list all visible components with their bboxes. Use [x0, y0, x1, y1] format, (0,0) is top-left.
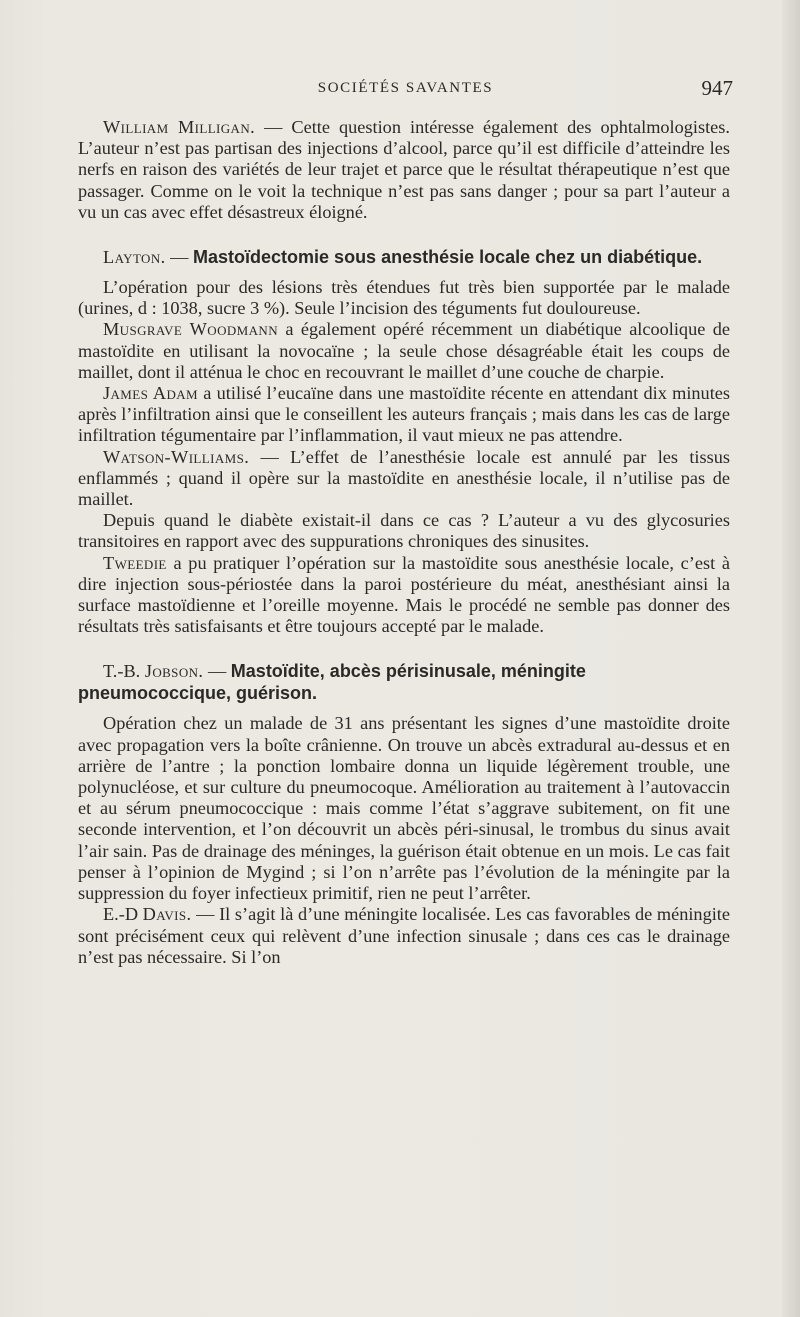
paragraph-text: — Cette question intéresse également des ophtalmologistes. L’auteur n’est pas partisan des injections d’alcool, parce qu’il est difficile d’atteindre les nerfs en raison des variétés de leur trajet et parce que le résultat thérapeutique n’est que passager. Comme on le voit la technique n’est pas sans danger ; pour sa part l’auteur a vu un cas avec effet désastreux éloigné.	[78, 117, 730, 222]
section-heading-layton	[78, 246, 730, 268]
paragraph-text: Opération chez un malade de 31 ans présentant les signes d’une mastoïdite droite avec propagation vers la boîte crânienne. On trouve un abcès extradural au-dessus et en arrière de l’antre ; la ponction lombaire donna un liquide légèrement trouble, une polynucléose, et sur culture du pneumocoque. Amélioration au traitement à l’autovaccin et au sérum pneumococcique : mais comme l’état s’aggrave subitement, on fit une seconde intervention, et l’on découvrit un abcès péri-sinusal, le trombus du sinus avait l’air sain. Pas de drainage des méninges, la guérison était obtenue en un mois. Le cas fait penser à l’opinion de Mygind ; si l’on n’arrête pas l’évolution de la méningite par la suppression du foyer infectieux primitif, rien ne peut l’arrêter.	[78, 713, 730, 904]
heading-author: Jobson.	[144, 661, 204, 682]
page-body	[78, 117, 730, 968]
paragraph-text: Depuis quand le diabète existait-il dans ce cas ? L’auteur a vu des glycosuries transitoires en rapport avec des suppurations chroniques des sinusites.	[78, 510, 730, 552]
running-head: SOCIÉTÉS SAVANTES	[317, 80, 494, 96]
heading-title: Mastoïdectomie sous anesthésie locale chez un diabétique.	[193, 247, 703, 268]
heading-author: Layton.	[103, 247, 166, 268]
paragraph-diabete	[78, 510, 730, 552]
paragraph-woodmann	[78, 319, 730, 383]
paragraph-text: — L’effet de l’anesthésie locale est annulé par les tissus enflammés ; quand il opère sur la mastoïdite en anesthésie locale, il n’utilise pas de maillet.	[78, 446, 730, 510]
paragraph-milligan	[78, 117, 730, 223]
page-header	[78, 76, 733, 106]
speaker-name: William Milligan.	[103, 117, 256, 137]
paragraph-watson-williams	[78, 447, 730, 511]
heading-initials: T.-B.	[103, 661, 145, 682]
page-edge-shadow	[782, 0, 800, 1317]
paragraph-text: a utilisé l’eucaïne dans une mastoïdite récente en attendant dix minutes après l’infiltration ainsi que le conseillent les auteurs français ; mais dans les cas de large infiltration tégumentaire par l’inflammation, il vaut mieux ne pas attendre.	[78, 383, 730, 446]
speaker-name: Musgrave Woodmann	[103, 319, 278, 340]
heading-dash: —	[165, 247, 194, 268]
speaker-name: Tweedie	[103, 552, 167, 573]
paragraph-operation-31-ans	[78, 713, 730, 904]
paragraph-adam	[78, 383, 730, 447]
heading-dash: —	[203, 661, 231, 682]
paragraph-text: L’opération pour des lésions très étendues fut très bien supportée par le malade (urines, d : 1038, sucre 3 %). Seule l’incision des téguments fut douloureuse.	[78, 277, 730, 319]
paragraph-text: a également opéré récemment un diabétique alcoolique de mastoïdite en utilisant la novocaïne ; la seule chose désagréable était les coups de maillet, dont il atténua le choc en recouvrant le maillet d’une couche de charpie.	[78, 319, 730, 382]
speaker-name: Davis.	[142, 904, 192, 925]
speaker-initials: E.-D	[103, 904, 143, 925]
paragraph-davis	[78, 904, 730, 968]
section-heading-jobson	[78, 660, 730, 704]
page-number: 947	[701, 76, 733, 100]
speaker-name: James Adam	[103, 383, 199, 404]
paragraph-text: a pu pratiquer l’opération sur la mastoïdite sous anesthésie locale, c’est à dire injection sous-périostée dans la paroi postérieure du méat, anesthésiant ainsi la surface mastoïdienne et l’oreille moyenne. Mais le procédé ne semble pas donner des résultats très satisfaisants et être toujours accepté par le malade.	[78, 552, 730, 637]
speaker-name: Watson-Williams.	[103, 446, 250, 467]
paragraph-text: — Il s’agit là d’une méningite localisée. Les cas favorables de méningite sont précisément ceux qui relèvent d’une infection sinusale ; dans ces cas le drainage n’est pas nécessaire. Si l’on	[78, 904, 730, 967]
paragraph-operation	[78, 277, 730, 319]
paragraph-tweedie	[78, 553, 730, 638]
heading-title: Mastoïdite, abcès périsinusale, méningite pneumococcique, guérison.	[78, 661, 586, 704]
